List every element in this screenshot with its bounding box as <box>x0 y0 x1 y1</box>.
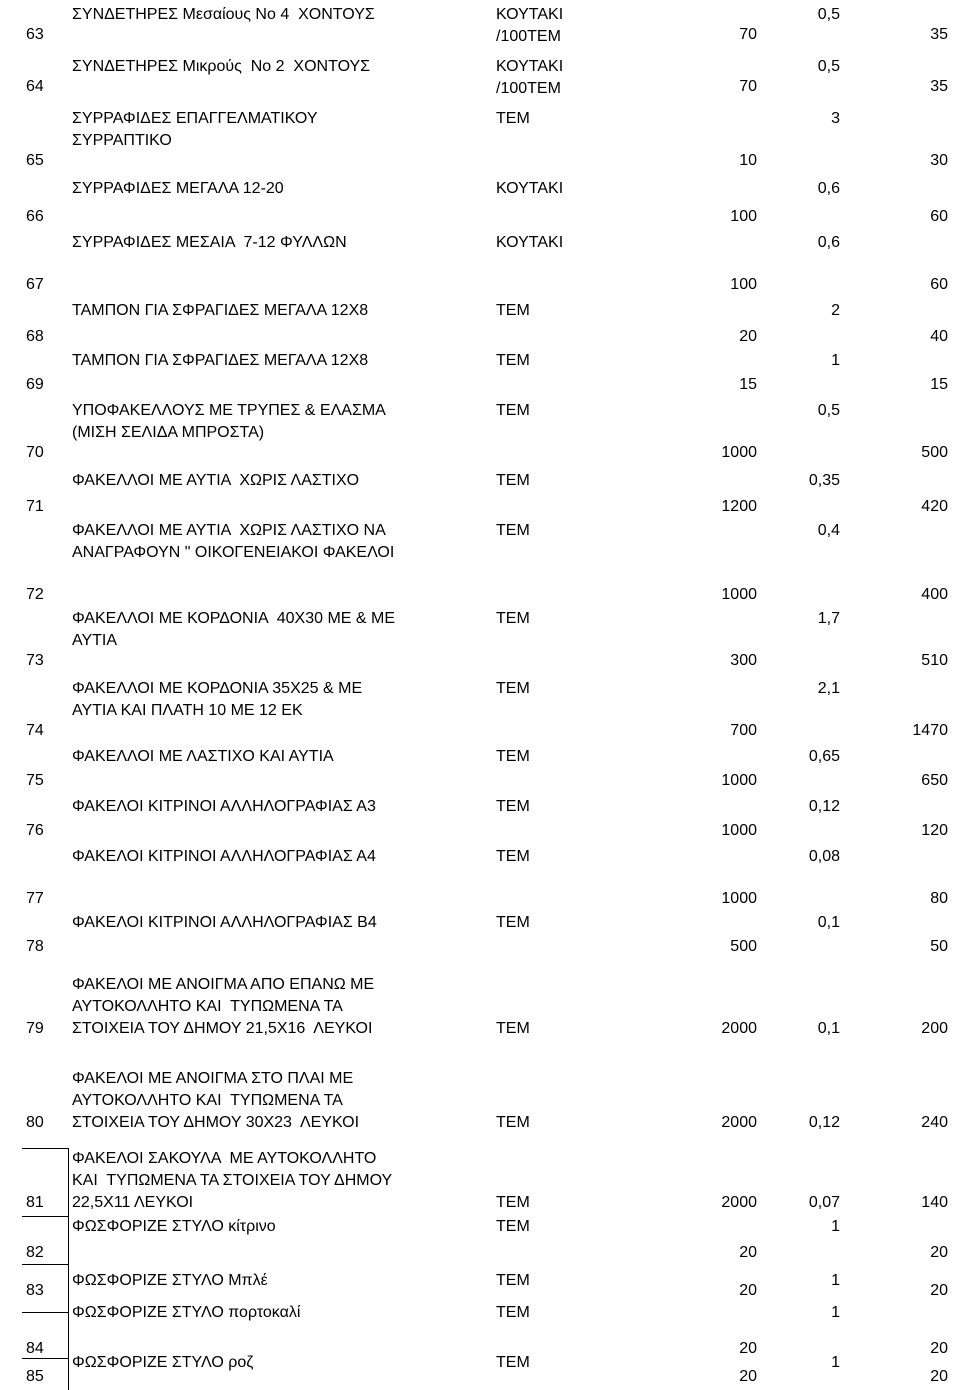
item-total: 35 <box>930 26 948 43</box>
item-unit: ΚΟΥΤΑΚΙ <box>496 180 564 197</box>
row-number: 84 <box>26 1340 44 1357</box>
item-total: 60 <box>930 276 948 293</box>
item-unit: ΤΕΜ <box>496 1272 530 1289</box>
item-unit-price: 0,35 <box>808 472 840 489</box>
item-unit: ΚΟΥΤΑΚΙ <box>496 6 564 23</box>
item-quantity: 20 <box>739 328 757 345</box>
item-description: ΥΠΟΦΑΚΕΛΛΟΥΣ ΜΕ ΤΡΥΠΕΣ & ΕΛΑΣΜΑ <box>72 402 386 419</box>
item-unit-price: 0,5 <box>817 402 840 419</box>
item-description: ΦΩΣΦΟΡΙΖΕ ΣΤΥΛΟ κίτρινο <box>72 1218 276 1235</box>
item-description: ΣΤΟΙΧΕΙΑ ΤΟΥ ΔΗΜΟΥ 30Χ23 ΛΕΥΚΟΙ <box>72 1114 360 1131</box>
table-rule <box>68 1148 69 1390</box>
row-number: 78 <box>26 938 44 955</box>
item-unit-price: 1 <box>831 1304 840 1321</box>
item-description: ΦΩΣΦΟΡΙΖΕ ΣΤΥΛΟ ροζ <box>72 1354 254 1371</box>
item-unit-price: 1,7 <box>817 610 840 627</box>
item-description: ΑΥΤΟΚΟΛΛΗΤΟ ΚΑΙ ΤΥΠΩΜΕΝΑ ΤΑ <box>72 998 343 1015</box>
item-total: 200 <box>921 1020 948 1037</box>
item-description: ΑΥΤΙΑ ΚΑΙ ΠΛΑΤΗ 10 ΜΕ 12 ΕΚ <box>72 702 303 719</box>
item-quantity: 20 <box>739 1244 757 1261</box>
row-number: 85 <box>26 1368 44 1385</box>
item-quantity: 20 <box>739 1282 757 1299</box>
item-total: 20 <box>930 1244 948 1261</box>
item-unit: ΤΕΜ <box>496 302 530 319</box>
item-total: 50 <box>930 938 948 955</box>
row-number: 73 <box>26 652 44 669</box>
item-total: 120 <box>921 822 948 839</box>
item-description: ΦΑΚΕΛΛΟΙ ΜΕ ΚΟΡΔΟΝΙΑ 40Χ30 ΜΕ & ΜΕ <box>72 610 395 627</box>
row-number: 71 <box>26 498 44 515</box>
item-unit: ΤΕΜ <box>496 352 530 369</box>
item-unit-price: 0,12 <box>808 1114 840 1131</box>
item-quantity: 20 <box>739 1340 757 1357</box>
item-quantity: 1000 <box>721 822 757 839</box>
item-quantity: 1200 <box>721 498 757 515</box>
item-quantity: 15 <box>739 376 757 393</box>
row-number: 77 <box>26 890 44 907</box>
item-description: ΚΑΙ ΤΥΠΩΜΕΝΑ ΤΑ ΣΤΟΙΧΕΙΑ ΤΟΥ ΔΗΜΟΥ <box>72 1172 393 1189</box>
row-number: 79 <box>26 1020 44 1037</box>
item-total: 500 <box>921 444 948 461</box>
item-total: 1470 <box>912 722 948 739</box>
item-unit: /100ΤΕΜ <box>496 28 561 45</box>
table-rule <box>22 1264 68 1265</box>
item-description: ΣΥΡΡΑΠΤΙΚΟ <box>72 132 172 149</box>
item-unit-price: 0,5 <box>817 6 840 23</box>
item-description: ΑΥΤΙΑ <box>72 632 118 649</box>
item-unit-price: 0,6 <box>817 180 840 197</box>
row-number: 65 <box>26 152 44 169</box>
item-total: 35 <box>930 78 948 95</box>
item-total: 20 <box>930 1282 948 1299</box>
item-quantity: 10 <box>739 152 757 169</box>
item-quantity: 70 <box>739 26 757 43</box>
item-unit: ΤΕΜ <box>496 848 530 865</box>
item-quantity: 300 <box>730 652 757 669</box>
row-number: 63 <box>26 26 44 43</box>
item-unit: ΤΕΜ <box>496 472 530 489</box>
item-description: ΦΑΚΕΛΛΟΙ ΜΕ ΚΟΡΔΟΝΙΑ 35Χ25 & ΜΕ <box>72 680 363 697</box>
item-unit: ΤΕΜ <box>496 110 530 127</box>
row-number: 64 <box>26 78 44 95</box>
row-number: 75 <box>26 772 44 789</box>
item-unit: ΚΟΥΤΑΚΙ <box>496 234 564 251</box>
item-unit: /100ΤΕΜ <box>496 80 561 97</box>
item-description: ΦΑΚΕΛΛΟΙ ΜΕ ΛΑΣΤΙΧΟ ΚΑΙ ΑΥΤΙΑ <box>72 748 334 765</box>
item-description: ΦΩΣΦΟΡΙΖΕ ΣΤΥΛΟ πορτοκαλί <box>72 1304 301 1321</box>
item-unit-price: 0,65 <box>808 748 840 765</box>
item-description: ΤΑΜΠΟΝ ΓΙΑ ΣΦΡΑΓΙΔΕΣ ΜΕΓΑΛΑ 12Χ8 <box>72 352 369 369</box>
item-quantity: 1000 <box>721 772 757 789</box>
item-unit: ΤΕΜ <box>496 798 530 815</box>
item-unit-price: 2,1 <box>817 680 840 697</box>
item-description: ΑΥΤΟΚΟΛΛΗΤΟ ΚΑΙ ΤΥΠΩΜΕΝΑ ΤΑ <box>72 1092 343 1109</box>
item-unit: ΤΕΜ <box>496 522 530 539</box>
item-description: ΑΝΑΓΡΑΦΟΥΝ " ΟΙΚΟΓΕΝΕΙΑΚΟΙ ΦΑΚΕΛΟΙ <box>72 544 395 561</box>
item-quantity: 2000 <box>721 1114 757 1131</box>
item-quantity: 100 <box>730 276 757 293</box>
item-total: 40 <box>930 328 948 345</box>
item-quantity: 1000 <box>721 890 757 907</box>
item-total: 20 <box>930 1368 948 1385</box>
item-unit-price: 0,5 <box>817 58 840 75</box>
item-unit-price: 0,1 <box>817 1020 840 1037</box>
table-rule <box>22 1358 68 1359</box>
item-description: ΦΑΚΕΛΛΟΙ ΜΕ ΑΥΤΙΑ ΧΩΡΙΣ ΛΑΣΤΙΧΟ <box>72 472 360 489</box>
item-description: ΣΥΝΔΕΤΗΡΕΣ Μεσαίους Νο 4 ΧΟΝΤΟΥΣ <box>72 6 375 23</box>
item-total: 420 <box>921 498 948 515</box>
item-unit: ΤΕΜ <box>496 610 530 627</box>
item-total: 15 <box>930 376 948 393</box>
item-unit-price: 1 <box>831 1272 840 1289</box>
item-unit-price: 0,4 <box>817 522 840 539</box>
item-description: ΦΩΣΦΟΡΙΖΕ ΣΤΥΛΟ Μπλέ <box>72 1272 268 1289</box>
item-quantity: 100 <box>730 208 757 225</box>
table-rule <box>22 1216 68 1217</box>
item-unit-price: 0,1 <box>817 914 840 931</box>
item-quantity: 1000 <box>721 586 757 603</box>
item-unit-price: 0,07 <box>808 1194 840 1211</box>
item-unit: ΤΕΜ <box>496 1194 530 1211</box>
item-description: ΦΑΚΕΛΟΙ ΜΕ ΑΝΟΙΓΜΑ ΣΤΟ ΠΛΑΙ ΜΕ <box>72 1070 354 1087</box>
item-unit: ΤΕΜ <box>496 402 530 419</box>
row-number: 82 <box>26 1244 44 1261</box>
table-rule <box>22 1312 68 1313</box>
item-quantity: 700 <box>730 722 757 739</box>
item-description: ΤΑΜΠΟΝ ΓΙΑ ΣΦΡΑΓΙΔΕΣ ΜΕΓΑΛΑ 12Χ8 <box>72 302 369 319</box>
item-unit: ΤΕΜ <box>496 1114 530 1131</box>
item-unit: ΤΕΜ <box>496 1020 530 1037</box>
item-unit-price: 1 <box>831 1354 840 1371</box>
item-quantity: 20 <box>739 1368 757 1385</box>
item-total: 60 <box>930 208 948 225</box>
item-total: 140 <box>921 1194 948 1211</box>
item-total: 20 <box>930 1340 948 1357</box>
item-unit: ΤΕΜ <box>496 680 530 697</box>
item-description: ΣΥΝΔΕΤΗΡΕΣ Μικρούς Νο 2 ΧΟΝΤΟΥΣ <box>72 58 371 75</box>
row-number: 74 <box>26 722 44 739</box>
item-description: (ΜΙΣΗ ΣΕΛΙΔΑ ΜΠΡΟΣΤΑ) <box>72 424 265 441</box>
item-unit: ΤΕΜ <box>496 1354 530 1371</box>
row-number: 80 <box>26 1114 44 1131</box>
item-description: ΣΥΡΡΑΦΙΔΕΣ ΜΕΓΑΛΑ 12-20 <box>72 180 284 197</box>
item-unit-price: 1 <box>831 352 840 369</box>
item-unit: ΤΕΜ <box>496 748 530 765</box>
item-total: 80 <box>930 890 948 907</box>
item-quantity: 1000 <box>721 444 757 461</box>
row-number: 83 <box>26 1282 44 1299</box>
row-number: 69 <box>26 376 44 393</box>
row-number: 66 <box>26 208 44 225</box>
item-description: 22,5Χ11 ΛΕΥΚΟΙ <box>72 1194 194 1211</box>
row-number: 70 <box>26 444 44 461</box>
item-description: ΦΑΚΕΛΟΙ ΚΙΤΡΙΝΟΙ ΑΛΛΗΛΟΓΡΑΦΙΑΣ Α3 <box>72 798 376 815</box>
item-unit-price: 1 <box>831 1218 840 1235</box>
item-unit: ΚΟΥΤΑΚΙ <box>496 58 564 75</box>
item-description: ΣΥΡΡΑΦΙΔΕΣ ΕΠΑΓΓΕΛΜΑΤΙΚΟΥ <box>72 110 318 127</box>
item-total: 240 <box>921 1114 948 1131</box>
item-total: 400 <box>921 586 948 603</box>
item-unit: ΤΕΜ <box>496 914 530 931</box>
item-unit-price: 0,6 <box>817 234 840 251</box>
item-unit: ΤΕΜ <box>496 1218 530 1235</box>
item-description: ΦΑΚΕΛΛΟΙ ΜΕ ΑΥΤΙΑ ΧΩΡΙΣ ΛΑΣΤΙΧΟ ΝΑ <box>72 522 386 539</box>
item-total: 30 <box>930 152 948 169</box>
item-unit: ΤΕΜ <box>496 1304 530 1321</box>
item-description: ΦΑΚΕΛΟΙ ΣΑΚΟΥΛΑ ΜΕ ΑΥΤΟΚΟΛΛΗΤΟ <box>72 1150 377 1167</box>
item-description: ΦΑΚΕΛΟΙ ΚΙΤΡΙΝΟΙ ΑΛΛΗΛΟΓΡΑΦΙΑΣ Β4 <box>72 914 377 931</box>
item-unit-price: 0,08 <box>808 848 840 865</box>
item-quantity: 2000 <box>721 1020 757 1037</box>
item-quantity: 70 <box>739 78 757 95</box>
item-description: ΣΥΡΡΑΦΙΔΕΣ ΜΕΣΑΙΑ 7-12 ΦΥΛΛΩΝ <box>72 234 347 251</box>
item-unit-price: 0,12 <box>808 798 840 815</box>
row-number: 76 <box>26 822 44 839</box>
item-description: ΦΑΚΕΛΟΙ ΜΕ ΑΝΟΙΓΜΑ ΑΠΟ ΕΠΑΝΩ ΜΕ <box>72 976 375 993</box>
item-total: 510 <box>921 652 948 669</box>
row-number: 81 <box>26 1194 44 1211</box>
item-unit-price: 2 <box>831 302 840 319</box>
item-quantity: 2000 <box>721 1194 757 1211</box>
row-number: 68 <box>26 328 44 345</box>
item-unit-price: 3 <box>831 110 840 127</box>
table-rule <box>22 1148 68 1149</box>
item-total: 650 <box>921 772 948 789</box>
item-description: ΦΑΚΕΛΟΙ ΚΙΤΡΙΝΟΙ ΑΛΛΗΛΟΓΡΑΦΙΑΣ Α4 <box>72 848 376 865</box>
row-number: 67 <box>26 276 44 293</box>
item-description: ΣΤΟΙΧΕΙΑ ΤΟΥ ΔΗΜΟΥ 21,5Χ16 ΛΕΥΚΟΙ <box>72 1020 373 1037</box>
item-quantity: 500 <box>730 938 757 955</box>
row-number: 72 <box>26 586 44 603</box>
